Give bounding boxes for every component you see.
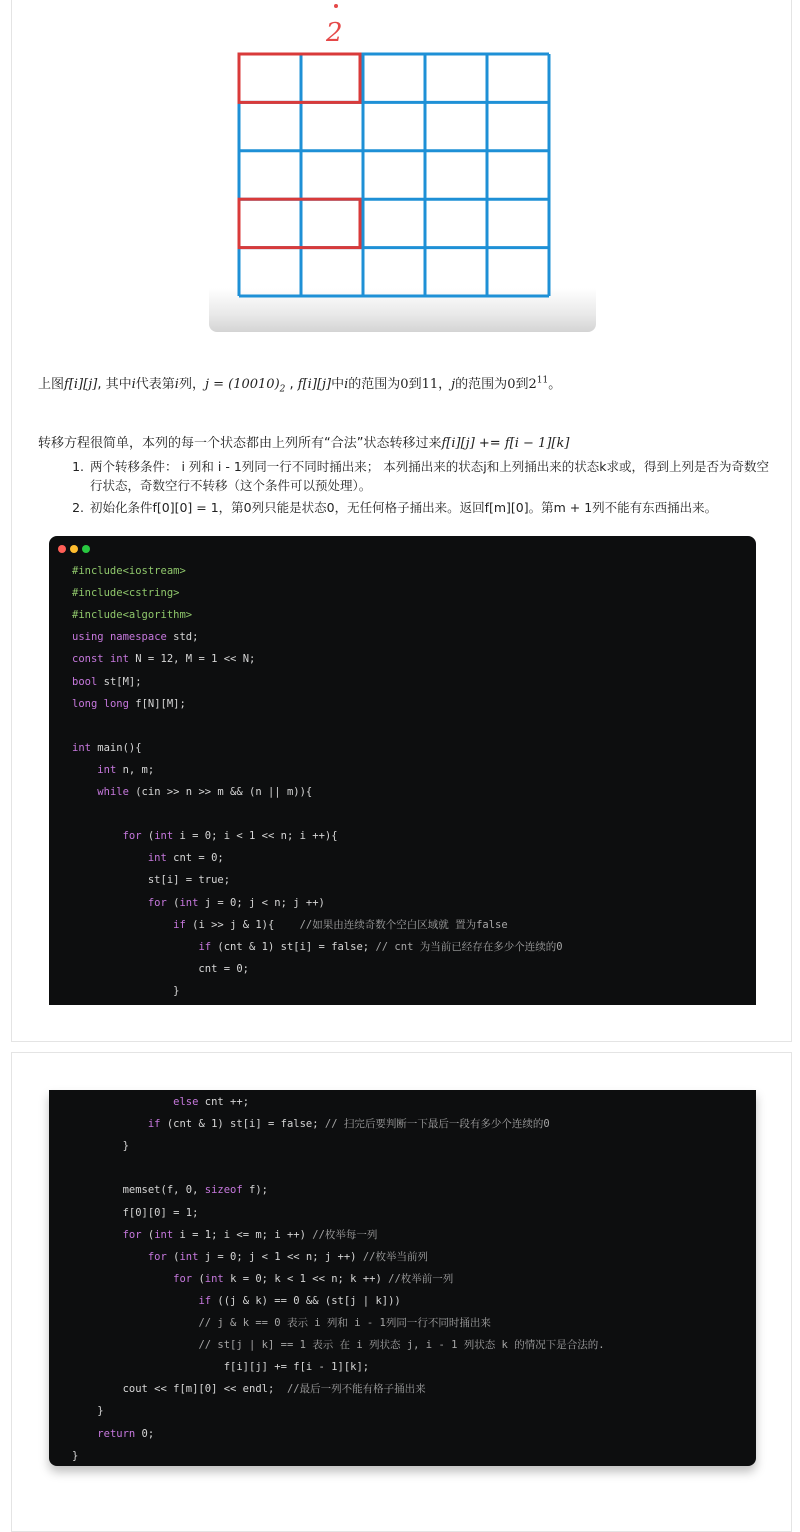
code-line: #include<algorithm> xyxy=(72,609,193,622)
p2-text: 转移方程很简单，本列的每一个状态都由上列所有“合法”状态转移过来 xyxy=(38,436,442,451)
p1-text: 中 xyxy=(331,377,345,392)
code-line: f[0][0] = 1; xyxy=(72,1206,199,1219)
code-line: } xyxy=(72,984,180,997)
p1-math-j: j xyxy=(451,377,456,392)
p1-text: 代表第 xyxy=(135,377,175,392)
step-item: 1. 两个转移条件： i 列和 i - 1列同一行不同时捅出来； 本列捅出来的状态j和上列捅出来的状态k求或，得到上列是否为奇数空行状态，奇数空行不转移（这个条件可以预处理）。 xyxy=(88,457,778,495)
code-line: cnt = 0; xyxy=(72,962,250,975)
annotation-dot xyxy=(334,4,338,8)
code-line: long long f[N][M]; xyxy=(72,697,186,710)
p1-text: ， xyxy=(438,377,452,392)
code-line: // st[j | k] == 1 表示 在 i 列状态 j, i - 1 列状态 k 的情况下是合法的. xyxy=(198,1339,605,1352)
minimize-dot-icon xyxy=(70,545,78,553)
p1-math-num: 2 xyxy=(528,377,537,392)
p1-text: 。 xyxy=(548,377,562,392)
code-line: } xyxy=(72,1405,104,1418)
close-dot-icon xyxy=(58,545,66,553)
code-line: for (int j = 0; j < n; j ++) xyxy=(147,896,325,909)
code-block-2 xyxy=(49,1090,756,1466)
code-block-1 xyxy=(49,536,756,1005)
p2-math-right: f[i − 1][k] xyxy=(504,436,570,451)
code-line: #include<iostream> xyxy=(72,565,186,577)
code-line: if (i >> j & 1){ //如果由连续奇数个空白区域就 置为false xyxy=(173,918,508,931)
maximize-dot-icon xyxy=(82,545,90,553)
code-line: } xyxy=(72,1449,79,1462)
p1-text: 的范围为 xyxy=(348,377,401,392)
p1-text: 到 xyxy=(515,377,529,392)
paragraph-range xyxy=(38,373,561,395)
grid-drawing xyxy=(209,28,596,298)
p1-math-sup: 11 xyxy=(536,375,549,386)
p1-text: 列， xyxy=(178,377,205,392)
code-line: // j & k == 0 表示 i 列和 i - 1列同一行不同时捅出来 xyxy=(198,1317,491,1329)
p1-math-num: 0 xyxy=(400,377,409,392)
code-line: using namespace std; xyxy=(72,631,199,644)
p1-text: 到 xyxy=(408,377,422,392)
code-line: if (cnt & 1) st[i] = false; // 扫完后要判断一下最后一段有多少个连续的0 xyxy=(147,1118,550,1131)
column-annotation: 2 xyxy=(326,18,343,48)
p1-math-j: j = (10010) xyxy=(204,377,280,392)
steps-list xyxy=(70,457,778,520)
p1-text: 上图 xyxy=(38,377,65,392)
code-line: bool st[M]; xyxy=(72,675,142,688)
p1-math-fij: f[i][j] xyxy=(64,377,98,392)
code-line: #include<cstring> xyxy=(72,587,180,600)
p1-text: , xyxy=(285,377,298,392)
code-line: const int N = 12, M = 1 << N; xyxy=(72,653,256,666)
code-line: f[i][j] += f[i - 1][k]; xyxy=(72,1361,370,1374)
code-line: st[i] = true; xyxy=(72,874,231,887)
code-line: for (int k = 0; k < 1 << n; k ++) //枚举前一列 xyxy=(173,1272,454,1285)
paragraph-transition xyxy=(38,432,569,451)
code-line: for (int i = 0; i < 1 << n; i ++){ xyxy=(122,830,338,843)
grid-figure xyxy=(209,18,596,334)
code-line: } xyxy=(72,1140,129,1153)
p1-text: , 其中 xyxy=(97,377,132,392)
code-line: cout << f[m][0] << endl; //最后一列不能有格子捅出来 xyxy=(72,1383,426,1396)
p1-math-i: i xyxy=(344,377,349,392)
p1-math-num: 0 xyxy=(507,377,516,392)
code-line: for (int j = 0; j < 1 << n; j ++) //枚举当前列 xyxy=(147,1250,428,1263)
code-line: int cnt = 0; xyxy=(147,852,224,865)
code-line: memset(f, 0, sizeof f); xyxy=(72,1184,268,1197)
code-line: return 0; xyxy=(97,1427,155,1440)
code-line: int main(){ xyxy=(72,741,142,754)
step-item: 2. 初始化条件f[0][0] = 1，第0列只能是状态0，无任何格子捅出来。返回f[m][0]。第m + 1列不能有东西捅出来。 xyxy=(88,498,778,517)
code-line: if (cnt & 1) st[i] = false; // cnt 为当前已经存在多少个连续的0 xyxy=(198,940,563,953)
p1-math-i: i xyxy=(131,377,136,392)
code-line: while (cin >> n >> m && (n || m)){ xyxy=(97,786,313,798)
p1-math-num: 11 xyxy=(421,377,439,392)
p1-math-fij: f[i][j] xyxy=(297,377,332,392)
p1-text: 的范围为 xyxy=(455,377,508,392)
p1-math-i: i xyxy=(174,377,179,392)
window-controls xyxy=(58,544,94,556)
code-line: for (int i = 1; i <= m; i ++) //枚举每一列 xyxy=(122,1228,378,1241)
p1-math-sub: 2 xyxy=(279,384,286,395)
code-line: else cnt ++; xyxy=(173,1096,250,1108)
code-line: if ((j & k) == 0 && (st[j | k])) xyxy=(198,1294,401,1307)
p2-math-left: f[i][j] xyxy=(441,436,475,451)
code-line: int n, m; xyxy=(97,763,155,776)
p2-operator: += xyxy=(474,436,505,451)
